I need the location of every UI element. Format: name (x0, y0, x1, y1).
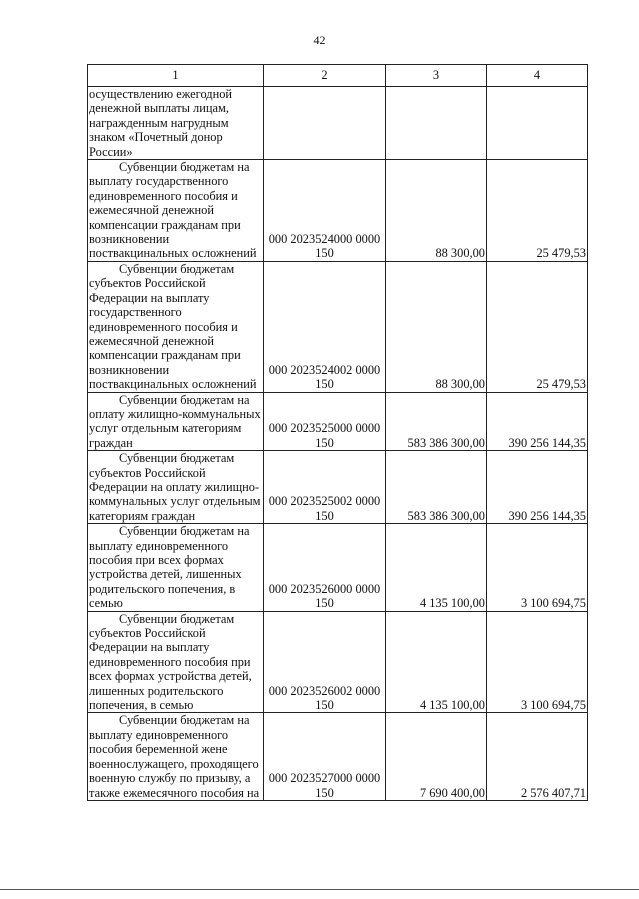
row-code: 000 2023526002 0000 150 (264, 611, 386, 713)
row-amount-plan: 88 300,00 (386, 261, 487, 392)
page-number: 42 (313, 33, 326, 47)
row-amount-plan: 7 690 400,00 (386, 713, 487, 800)
row-description: Субвенции бюджетам субъектов Российской Федерации на оплату жилищно-коммунальных услуг отдельным категориям граждан (88, 451, 264, 524)
row-description: Субвенции бюджетам на выплату единовременного пособия при всех формах устройства детей, лишенных родительского попечения, в семью (88, 524, 264, 611)
row-amount-plan: 88 300,00 (386, 160, 487, 262)
table-header-row (88, 65, 588, 87)
table-row (88, 611, 588, 713)
row-code: 000 2023525000 0000 150 (264, 392, 386, 451)
row-amount-actual: 3 100 694,75 (487, 611, 588, 713)
row-description: Субвенции бюджетам субъектов Российской Федерации на выплату государственного единовременного пособия и ежемесячной денежной компенсации гражданам при возникновении поствакцинальных осложнений (88, 261, 264, 392)
column-header-4: 4 (487, 65, 588, 87)
row-amount-actual: 390 256 144,35 (487, 392, 588, 451)
row-description: Субвенции бюджетам на оплату жилищно-коммунальных услуг отдельным категориям граждан (88, 392, 264, 451)
column-header-2: 2 (264, 65, 386, 87)
row-code: 000 2023525002 0000 150 (264, 451, 386, 524)
row-description: Субвенции бюджетам на выплату единовременного пособия беременной жене военнослужащего, проходящего военную службу по призыву, а также ежемесячного пособия на (88, 713, 264, 800)
row-code (264, 87, 386, 160)
column-header-3: 3 (386, 65, 487, 87)
table-row (88, 713, 588, 800)
row-description: Субвенции бюджетам на выплату государственного единовременного пособия и ежемесячной денежной компенсации гражданам при возникновении поствакцинальных осложнений (88, 160, 264, 262)
row-amount-actual (487, 87, 588, 160)
row-code: 000 2023526000 0000 150 (264, 524, 386, 611)
column-header-1: 1 (88, 65, 264, 87)
row-amount-plan (386, 87, 487, 160)
row-amount-actual: 2 576 407,71 (487, 713, 588, 800)
table-row (88, 261, 588, 392)
row-description: Субвенции бюджетам субъектов Российской Федерации на выплату единовременного пособия при всех формах устройства детей, лишенных родительского попечения, в семью (88, 611, 264, 713)
row-amount-actual: 390 256 144,35 (487, 451, 588, 524)
row-amount-plan: 4 135 100,00 (386, 611, 487, 713)
row-amount-plan: 4 135 100,00 (386, 524, 487, 611)
table-row (88, 160, 588, 262)
page-bottom-divider (0, 889, 639, 890)
row-amount-actual: 25 479,53 (487, 160, 588, 262)
row-amount-actual: 25 479,53 (487, 261, 588, 392)
table-row (88, 392, 588, 451)
row-amount-plan: 583 386 300,00 (386, 392, 487, 451)
row-code: 000 2023524002 0000 150 (264, 261, 386, 392)
row-code: 000 2023524000 0000 150 (264, 160, 386, 262)
row-amount-actual: 3 100 694,75 (487, 524, 588, 611)
table-row (88, 451, 588, 524)
row-amount-plan: 583 386 300,00 (386, 451, 487, 524)
row-code: 000 2023527000 0000 150 (264, 713, 386, 800)
table-row (88, 524, 588, 611)
table-row (88, 87, 588, 160)
row-description: осуществлению ежегодной денежной выплаты лицам, награжденным нагрудным знаком «Почетный донор России» (88, 87, 264, 160)
budget-table (87, 64, 588, 801)
